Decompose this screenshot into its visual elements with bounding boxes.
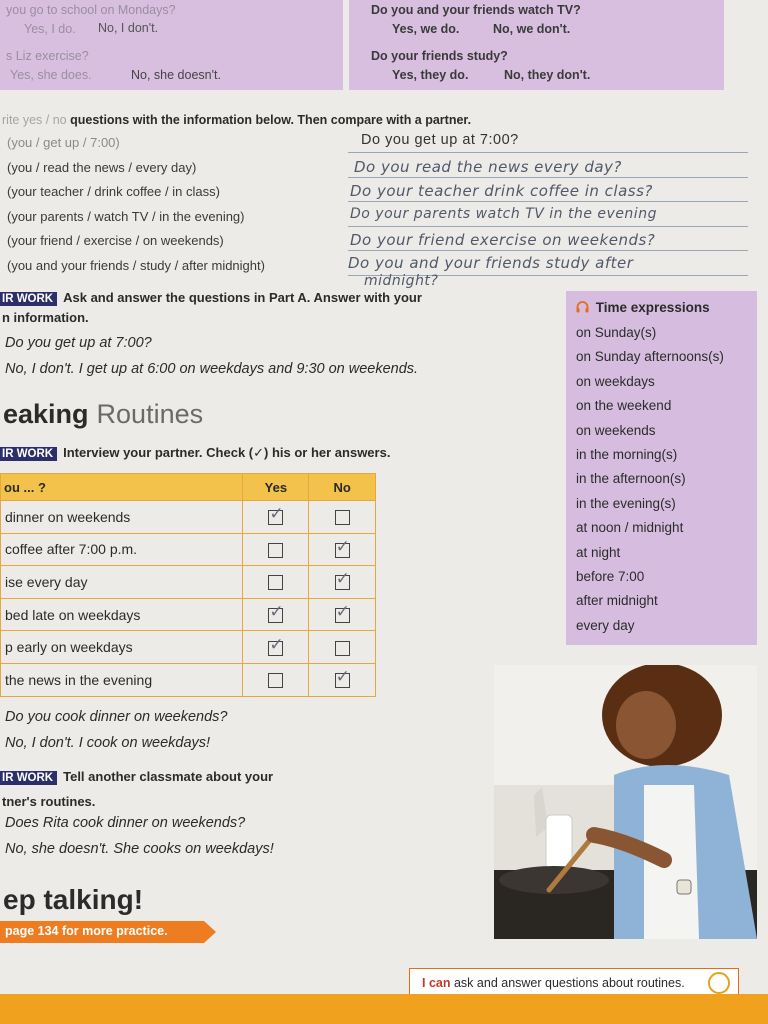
part-b-text: Ask and answer the questions in Part A. Answer with your (63, 290, 422, 305)
grammar-answer-yes: Yes, we do. (392, 22, 460, 36)
checkbox-yes[interactable] (268, 608, 283, 623)
grammar-question: Do you and your friends watch TV? (371, 3, 581, 17)
checkbox-yes[interactable] (268, 673, 283, 688)
write-line (348, 152, 748, 153)
grammar-answer-no: No, they don't. (504, 68, 591, 82)
handwritten-answer: Do you and your friends study after (348, 254, 634, 272)
heading-light: Routines (96, 399, 204, 429)
keep-talking-title: ep talking! (3, 884, 144, 915)
part-a-instruction (2, 113, 471, 127)
i-can-prefix: I can (422, 976, 451, 990)
table-row (1, 631, 376, 664)
cell-yes (243, 566, 309, 599)
write-line (348, 250, 748, 251)
headphones-icon (576, 300, 593, 315)
time-expression-item: on Sunday(s) (576, 325, 657, 340)
prompt-2: (you / read the news / every day) (7, 160, 197, 175)
grammar-question: Do your friends study? (371, 49, 508, 63)
grammar-answer-yes: Yes, I do. (24, 22, 76, 36)
checkbox-no[interactable] (335, 641, 350, 656)
table-header-row (1, 474, 376, 501)
header-question: ou ... ? (1, 474, 243, 501)
speaking-instruction (0, 445, 390, 461)
sidebar-title (576, 300, 710, 315)
cell-no (309, 533, 376, 566)
time-expression-item: every day (576, 617, 635, 633)
time-expression-item: on Sunday afternoons(s) (576, 349, 724, 365)
handwritten-answer: Do your friend exercise on weekends? (350, 231, 656, 249)
cell-yes (243, 631, 309, 664)
cell-no (309, 631, 376, 664)
prompt-1: (you / get up / 7:00) (7, 135, 120, 150)
time-expressions-box (566, 291, 757, 645)
pair-work-tag: IR WORK (0, 292, 57, 306)
checkbox-yes[interactable] (268, 510, 283, 525)
heading-bold: eaking (3, 399, 89, 429)
pair-work-tag: IR WORK (0, 771, 57, 785)
row-label: bed late on weekdays (1, 598, 243, 631)
checkbox-no[interactable] (335, 575, 350, 590)
cell-yes (243, 598, 309, 631)
row-label: p early on weekdays (1, 631, 243, 664)
cell-yes (243, 501, 309, 534)
checkbox-no[interactable] (335, 543, 350, 558)
time-expression-item: at noon / midnight (576, 520, 684, 536)
woman-cooking-photo (494, 665, 757, 939)
row-label: ise every day (1, 566, 243, 599)
checkbox-yes[interactable] (268, 641, 283, 656)
grammar-answer-yes: Yes, she does. (10, 68, 92, 82)
checkbox-yes[interactable] (268, 575, 283, 590)
time-expression-item: in the evening(s) (576, 495, 676, 511)
table-row (1, 566, 376, 599)
checkbox-no[interactable] (335, 510, 350, 525)
time-expression-item: in the afternoon(s) (576, 471, 686, 487)
time-expression-item: on weekdays (576, 373, 655, 389)
prompt-5: (your friend / exercise / on weekends) (7, 233, 224, 248)
section-heading (3, 399, 203, 430)
row-label: dinner on weekends (1, 501, 243, 534)
write-line (348, 201, 748, 202)
check-circle-icon[interactable] (708, 972, 730, 994)
cell-no (309, 598, 376, 631)
table-row (1, 533, 376, 566)
time-expression-item: on the weekend (576, 398, 672, 414)
part-b-instruction (0, 290, 422, 306)
checkbox-no[interactable] (335, 608, 350, 623)
row-label: coffee after 7:00 p.m. (1, 533, 243, 566)
cell-no (309, 566, 376, 599)
example-question: Do you cook dinner on weekends? (5, 709, 228, 725)
handwritten-answer-overflow: midnight? (364, 273, 439, 289)
grammar-answer-no: No, she doesn't. (131, 68, 221, 82)
grammar-answer-no: No, I don't. (98, 21, 159, 35)
prompt-4: (your parents / watch TV / in the evening) (7, 209, 245, 224)
table-row (1, 598, 376, 631)
i-can-text (422, 976, 685, 990)
checkbox-no[interactable] (335, 673, 350, 688)
i-can-statement: ask and answer questions about routines. (453, 976, 685, 990)
example-answer: No, I don't. I cook on weekdays! (5, 735, 211, 751)
table-row (1, 501, 376, 534)
grammar-box-right (349, 0, 724, 90)
write-line (348, 226, 748, 227)
instruction-text: questions with the information below. Then compare with a partner. (70, 113, 472, 127)
practice-banner[interactable] (0, 921, 216, 943)
example-question: Does Rita cook dinner on weekends? (5, 815, 246, 831)
printed-answer: Do you get up at 7:00? (361, 132, 519, 148)
speaking-instruction-text: Interview your partner. Check (✓) his or her answers. (63, 445, 391, 460)
time-expression-item: before 7:00 (576, 569, 645, 584)
table-row (1, 663, 376, 696)
prompt-6: (you and your friends / study / after midnight) (7, 258, 265, 273)
part-c-instruction (0, 769, 273, 785)
survey-table (0, 473, 376, 697)
practice-banner-text: page 134 for more practice. (5, 924, 168, 938)
cell-yes (243, 533, 309, 566)
handwritten-answer: Do your parents watch TV in the evening (350, 206, 657, 222)
cell-no (309, 663, 376, 696)
handwritten-answer: Do you read the news every day? (354, 158, 622, 176)
cell-no (309, 501, 376, 534)
example-answer: No, I don't. I get up at 6:00 on weekdays and 9:30 on weekends. (5, 361, 419, 377)
grammar-answer-no: No, we don't. (493, 22, 571, 36)
cell-yes (243, 663, 309, 696)
part-c-text-2: tner's routines. (2, 794, 96, 809)
grammar-question: s Liz exercise? (6, 49, 89, 63)
grammar-question: you go to school on Mondays? (6, 3, 176, 17)
part-c-text: Tell another classmate about your (63, 769, 274, 784)
write-line (348, 177, 748, 178)
part-b-text-2: n information. (2, 310, 89, 325)
time-expression-item: at night (576, 544, 621, 560)
grammar-answer-yes: Yes, they do. (392, 68, 469, 82)
time-expression-item: after midnight (576, 593, 658, 609)
row-label: the news in the evening (1, 663, 243, 696)
handwritten-answer: Do your teacher drink coffee in class? (350, 182, 653, 200)
sidebar-title-text: Time expressions (595, 300, 710, 315)
header-no: No (309, 474, 376, 501)
prompt-3: (your teacher / drink coffee / in class) (7, 184, 220, 199)
example-question: Do you get up at 7:00? (5, 335, 152, 351)
checkbox-yes[interactable] (268, 543, 283, 558)
pair-work-tag: IR WORK (0, 447, 57, 461)
header-yes: Yes (243, 474, 309, 501)
grammar-box-left (0, 0, 343, 90)
time-expression-item: on weekends (576, 422, 656, 438)
time-expression-item: in the morning(s) (576, 447, 678, 462)
bottom-bar (0, 994, 768, 1024)
instruction-faded: rite yes / no (2, 113, 67, 127)
example-answer: No, she doesn't. She cooks on weekdays! (5, 841, 274, 857)
